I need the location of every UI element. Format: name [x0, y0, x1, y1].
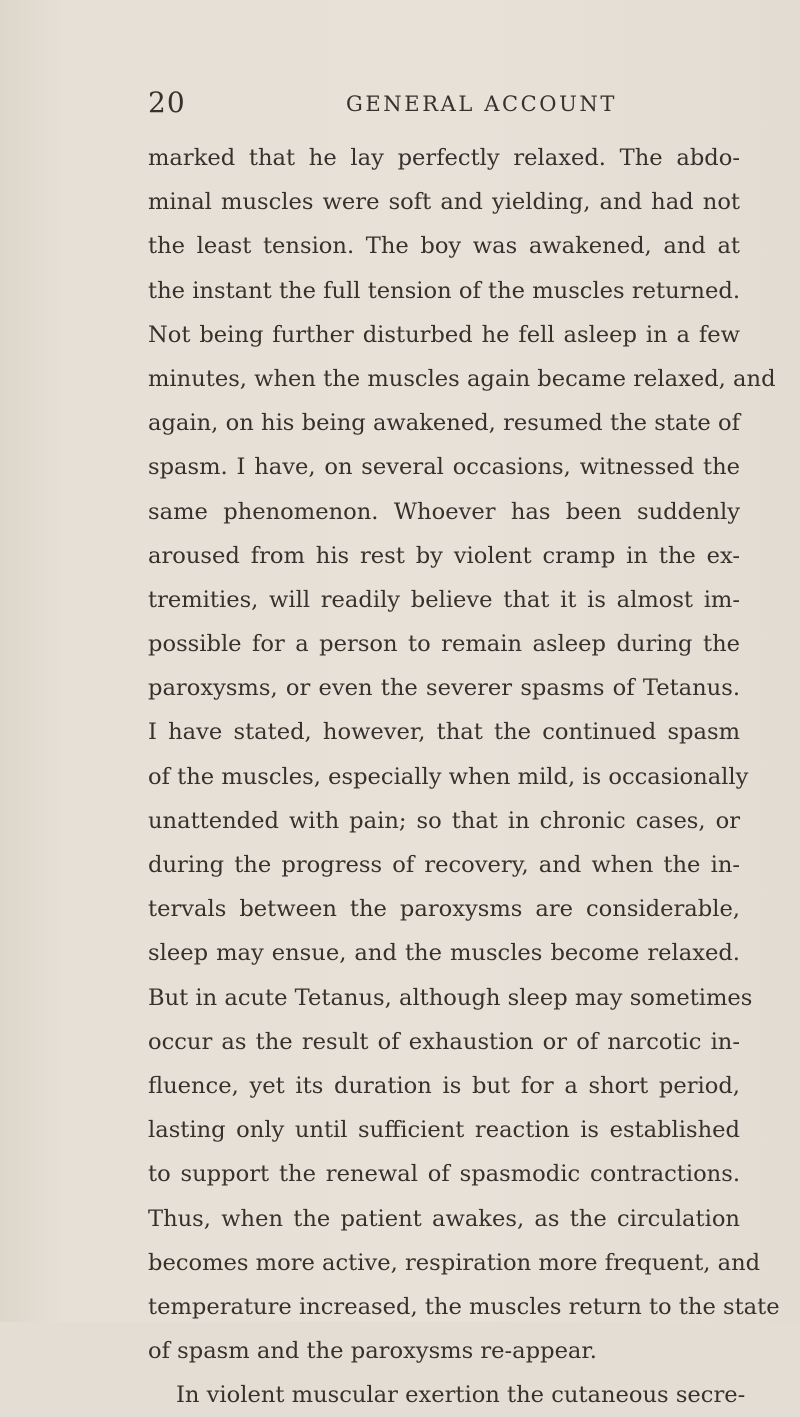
text-line: fluence, yet its duration is but for a short period, [148, 1072, 740, 1099]
text-line: becomes more active, respiration more frequent, and [148, 1249, 761, 1276]
text-line: sleep may ensue, and the muscles become relaxed. [148, 940, 740, 967]
text-line: the instant the full tension of the muscles returned. [148, 277, 740, 304]
text-line: minutes, when the muscles again became relaxed, and [148, 365, 776, 392]
text-line: marked that he lay perfectly relaxed. The abdo- [148, 145, 740, 171]
text-line: paroxysms, or even the severer spasms of Tetanus. [148, 675, 740, 702]
body-text [148, 136, 780, 1417]
text-line: Not being further disturbed he fell asleep in a few [148, 321, 740, 348]
text-line: temperature increased, the muscles return to the state [148, 1293, 780, 1320]
page-number: 20 [148, 86, 186, 119]
text-line: unattended with pain; so that in chronic cases, or [148, 807, 740, 834]
text-line: lasting only until sufficient reaction is established [148, 1117, 740, 1144]
text-line: of the muscles, especially when mild, is occasionally [148, 763, 749, 790]
text-line: But in acute Tetanus, although sleep may sometimes [148, 984, 753, 1011]
text-line: again, on his being awakened, resumed the state of [148, 410, 740, 437]
text-line: tremities, will readily believe that it is almost im- [148, 586, 740, 613]
text-line: aroused from his rest by violent cramp in the ex- [148, 542, 740, 569]
text-line: the least tension. The boy was awakened, and at [148, 233, 740, 260]
text-line: during the progress of recovery, and when the in- [148, 852, 740, 878]
text-line: same phenomenon. Whoever has been suddenly [148, 498, 740, 525]
running-title: GENERAL ACCOUNT [346, 92, 618, 116]
text-line: I have stated, however, that the continued spasm [148, 719, 740, 746]
text-line: to support the renewal of spasmodic contractions. [148, 1161, 740, 1188]
text-line: In violent muscular exertion the cutaneous secre- [176, 1382, 746, 1409]
running-head [148, 86, 738, 122]
text-line: spasm. I have, on several occasions, witnessed the [148, 454, 740, 481]
text-line: minal muscles were soft and yielding, and had not [148, 189, 740, 216]
text-line: of spasm and the paroxysms re-appear. [148, 1338, 597, 1365]
text-line: occur as the result of exhaustion or of narcotic in- [148, 1028, 740, 1055]
text-line: possible for a person to remain asleep during the [148, 631, 740, 658]
text-line: Thus, when the patient awakes, as the circulation [148, 1205, 740, 1232]
text-line: tervals between the paroxysms are considerable, [148, 896, 740, 923]
